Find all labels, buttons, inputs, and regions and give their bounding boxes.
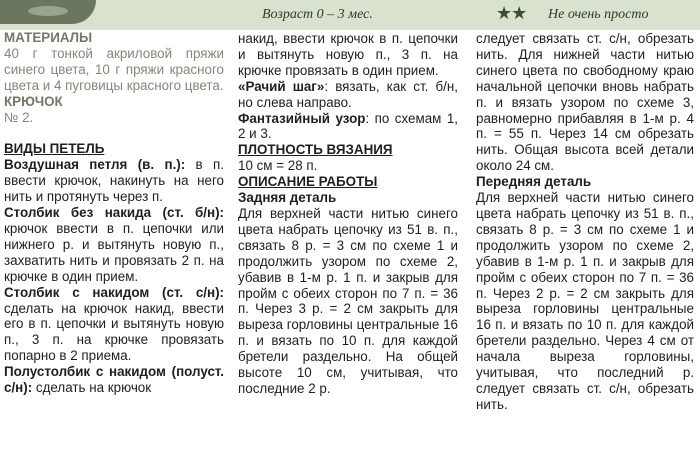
crab-stitch-text: : вязать, как ст. б/н, но слева направо. — [238, 78, 458, 110]
back-piece-text: Для верхней части нитью синего цвета набрать цепочку из 51 в. п., связать 8 р. = 3 см по схеме 1 и продолжить узором по схеме 2, убавив в 1-м р. 1 п. и закрыв для пройм с обеих сторон по 7 п. = 36 п. Через 3 р. = 2 см закрыть для выреза горловины центральные 16 п. и вязать по 10 п. для каждой бретели раздельно. На общей высоте 10 см, учитывая, что последние 2 р. — [238, 205, 458, 396]
fancy-pattern-text: : по схемам 1, 2 и 3. — [238, 110, 458, 142]
stitch-half-double — [4, 364, 224, 396]
fancy-pattern — [238, 111, 458, 143]
difficulty-label: Не очень просто — [548, 7, 649, 22]
hook-text: № 2. — [4, 109, 34, 125]
hook-heading: КРЮЧОК — [4, 93, 63, 109]
column-3 — [476, 31, 694, 463]
stitch-half-double-text: сделать на крючок — [32, 380, 152, 396]
front-piece-text: Для верхней части нитью синего цвета набрать цепочку из 51 в. п., связать 8 р. = 3 см по схеме 1 и продолжить узором по схеме 2, убавив в 1-м р. 1 п. и закрыв для пройм с обеих сторон по 7 п. = 36 п. Через 2 р. = 2 см закрыть для выреза горловины центральные 16 п. и вязать по 10 п. для каждой бретели раздельно. Через 4 см от начала выреза горловины, учитывая, что последний р. следует связать ст. с/н, обрезать нить. — [476, 190, 694, 412]
fancy-pattern-term: Фантазийный узор — [238, 110, 366, 126]
stitch-chain-term: Воздушная петля (в. п.): — [4, 157, 186, 173]
column-1 — [4, 30, 224, 462]
stitches-heading: ВИДЫ ПЕТЕЛЬ — [4, 141, 105, 157]
work-description-heading: ОПИСАНИЕ РАБОТЫ — [238, 174, 378, 190]
age-range: Возраст 0 – 3 мес. — [262, 7, 373, 22]
density-heading: ПЛОТНОСТЬ ВЯЗАНИЯ — [238, 142, 393, 158]
crab-stitch — [238, 79, 458, 111]
stitch-double-crochet-term: Столбик с накидом (ст. с/н): — [4, 284, 224, 300]
continuation-text: накид, ввести крючок в п. цепочки и вытянуть новую п., 3 п. на крючке провязать в один прием. — [238, 31, 458, 78]
stitch-chain-text: в п. ввести крючок, накинуть на него нить и протянуть через п. — [4, 157, 224, 205]
crab-stitch-term: «Рачий шаг» — [238, 78, 325, 94]
materials-heading: МАТЕРИАЛЫ — [4, 30, 93, 45]
stitch-single-crochet — [4, 205, 224, 285]
front-piece-heading: Передняя деталь — [476, 174, 592, 190]
stitch-single-crochet-term: Столбик без накида (ст. б/н): — [4, 205, 224, 221]
skateboard-logo-icon — [0, 0, 96, 24]
density-text: 10 см = 28 п. — [238, 158, 318, 174]
materials-text: 40 г тонкой акриловой пряжи синего цвета, 10 г пряжи красного цвета и 4 пуговицы красного цвета. — [4, 45, 224, 93]
top-bar — [0, 0, 700, 30]
difficulty-stars-icon: ★★ — [496, 3, 527, 23]
back-piece-continuation: следует связать ст. с/н, обрезать нить. Для нижней части нитью синего цвета по свободному краю начальной цепочки вновь набрать п. и вязать узором по схеме 3, равномерно прибавляя в 1-м р. 4 п. = 55 п. Через 14 см обрезать нить. Общая высота всей детали около 24 см. — [476, 31, 694, 174]
stitch-half-double-term: Полустолбик с накидом (полуст. с/н): — [4, 364, 224, 396]
stitch-double-crochet — [4, 285, 224, 365]
stitch-single-crochet-text: крючок ввести в п. цепочки или нижнего р. и вытянуть новую п., захватить нить и провязать 2 п. на крючке в один прием. — [4, 220, 224, 284]
stitch-chain — [4, 157, 224, 205]
back-piece-heading: Задняя деталь — [238, 190, 337, 206]
column-2 — [238, 31, 458, 463]
stitch-double-crochet-text: сделать на крючок накид, ввести его в п. цепочки и вытянуть новую п., 3 п. на крючке провязать попарно в 2 приема. — [4, 300, 224, 364]
